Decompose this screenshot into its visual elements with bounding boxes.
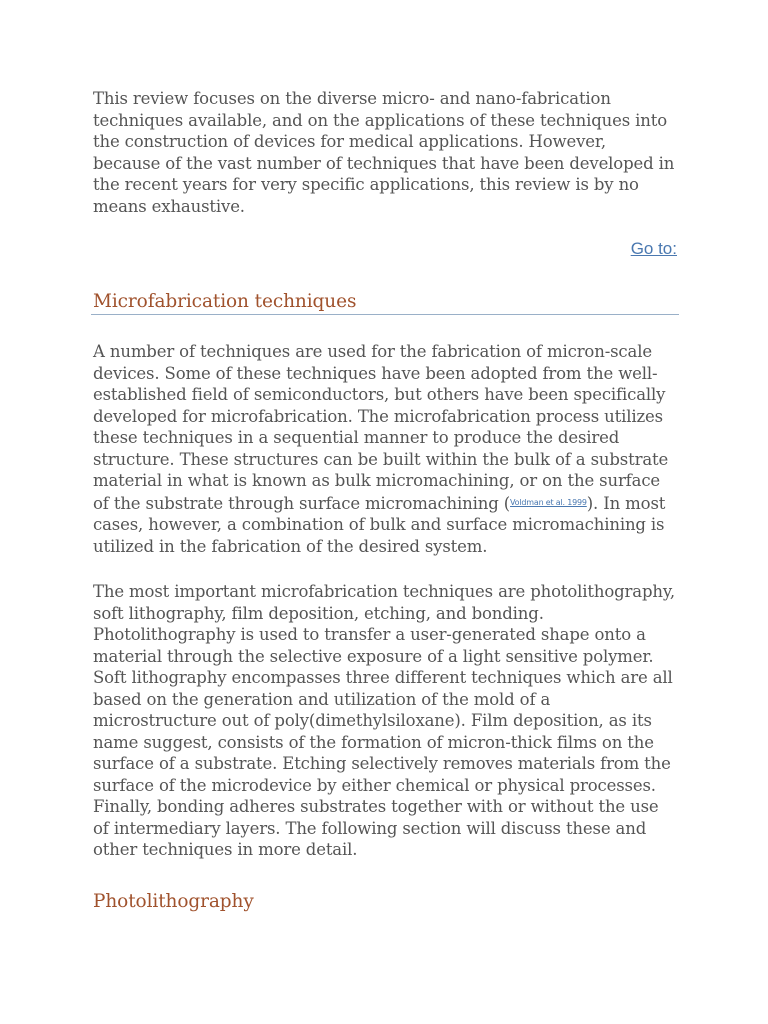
section-heading-rule <box>91 291 679 315</box>
goto-row <box>93 239 677 263</box>
goto-link[interactable]: Go to: <box>630 239 677 258</box>
section-heading-microfabrication: Microfabrication techniques <box>93 291 357 312</box>
section-heading-photolithography: Photolithography <box>93 890 254 912</box>
intro-paragraph: This review focuses on the diverse micro- and nano-fabrication techniques available, and on the applications of these techniques into the construction of devices for medical applications. However, because of the vast number of techniques that have been developed in the recent years for very specific applications, this review is by no means exhaustive. <box>93 89 675 216</box>
citation-link[interactable]: Voldman et al. 1999 <box>510 497 587 507</box>
microfab-paragraph-2: The most important microfabrication techniques are photolithography, soft lithography, film deposition, etching, and bonding. Photolithography is used to transfer a user-generated shape onto a material through the selective exposure of a light sensitive polymer. Soft lithography encompasses three different techniques which are all based on the generation and utilization of the mold of a microstructure out of poly(dimethylsiloxane). Film deposition, as its name suggest, consists of the formation of micron-thick films on the surface of a substrate. Etching selectively removes materials from the surface of the microdevice by either chemical or physical processes. Finally, bonding adheres substrates together with or without the use of intermediary layers. The following section will discuss these and other techniques in more detail. <box>93 582 675 859</box>
microfab-paragraph-1-end: ). In most cases, however, a combination of bulk and surface micromachining is utilized in the fabrication of the desired system. <box>93 493 666 556</box>
document-page <box>93 88 677 912</box>
microfab-paragraph-1-start: A number of techniques are used for the fabrication of micron-scale devices. Some of these techniques have been adopted from the well-established field of semiconductors, but others have been specifically developed for microfabrication. The microfabrication process utilizes these techniques in a sequential manner to produce the desired structure. These structures can be built within the bulk of a substrate material in what is known as bulk micromachining, or on the surface of the substrate through surface micromachining ( <box>93 342 669 513</box>
microfab-paragraph-1 <box>93 341 677 557</box>
